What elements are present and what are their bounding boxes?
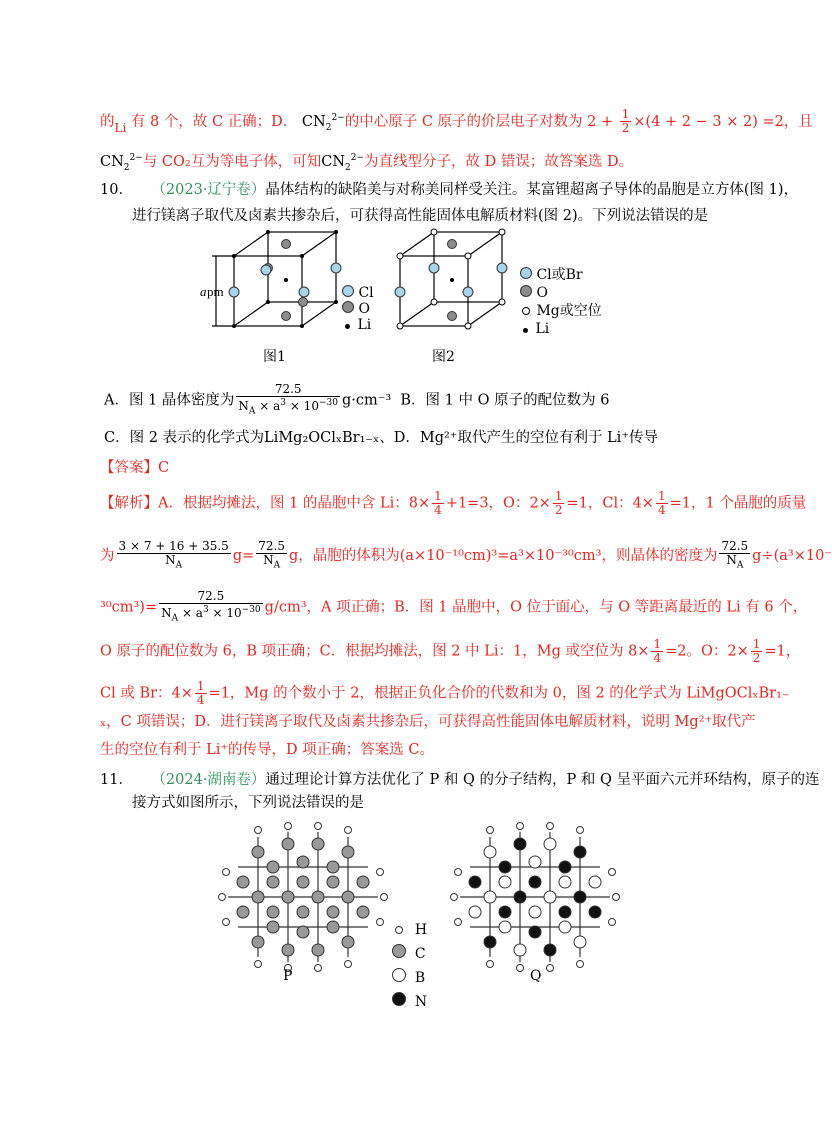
- q10-stem-line-2: 进行镁离子取代及卤素共掺杂后，可获得高性能固体电解质材料(图 2)。下列说法错误的是: [132, 208, 709, 224]
- molecule-q: [450, 822, 620, 972]
- explanation-line-3: ³⁰cm³)= $\frac{72.5}{N_A \times a^3 \times 10^{-30}}$ g/cm³，A 项正确；B．图 1 晶胞中，O 位于面心，与 O 等距离最近的 Li 有 6 个，: [100, 589, 808, 624]
- explanation-line-6: ₓ，C 项错误；D．进行镁离子取代及卤素共掺杂后，可获得高性能固体电解质材料，说明 Mg²⁺取代产: [100, 714, 756, 730]
- answer: 【答案】C: [100, 460, 170, 476]
- explanation-line-7: 生的空位有利于 Li⁺的传导，D 项正确；答案选 C。: [100, 742, 434, 758]
- figure-1-legend: Cl O Li: [342, 285, 374, 333]
- apm-unit: pm: [207, 284, 224, 299]
- option-a-b: A．图 1 晶体密度为 $\frac{72.5}{N_A \times a^3 \times 10^{-30}}$ g·cm⁻³ B．图 1 中 O 原子的配位数为 6: [104, 382, 610, 417]
- apm-label: a: [200, 284, 207, 299]
- figure-2-caption: 图2: [432, 349, 455, 365]
- label-p: P: [283, 968, 293, 984]
- molecule-legend: H C B N: [392, 918, 427, 1014]
- prev-line-2: $CN_2^{2-}$与 CO₂互为等电子体，可知$CN_2^{2-}$为直线型分子，故 D 错误；故答案选 D。: [100, 153, 634, 173]
- molecule-p: [218, 822, 388, 972]
- figure-2-unit-cell: [390, 228, 520, 340]
- q11-stem-line-1: 11． （2024·湖南卷）通过理论计算方法优化了 P 和 Q 的分子结构，P 和 Q 呈平面六元并环结构，原子的连: [100, 772, 820, 788]
- figure-1-caption: 图1: [263, 349, 286, 365]
- explanation-line-2: 为 $\frac{3 \times 7 + 16 + 35.5}{N_A}$ g= $\frac{72.5}{N_A}$ g，晶胞的体积为(a×10⁻¹⁰cm)³=a³×10⁻³⁰cm³，则晶体的密度为 $\frac{72.5}{N_A}$ g÷(a³×10⁻: [100, 539, 832, 571]
- explanation-line-5: Cl 或 Br：4× $\frac{1}{4}$ =1，Mg 的个数小于 2，根据正负化合价的代数和为 0，图 2 的化学式为 LiMgOClₓBr₁₋: [100, 679, 790, 707]
- prev-line-1: 的$_{Li}$ 有 8 个，故 C 正确；D． $CN_2^{2-}$的中心原子 C 原子的价层电子对数为 2 + $\frac{1}{2}$ ×(4 + 2 − 3 × 2) =2，且: [100, 107, 813, 136]
- figure-2-legend: Cl或Br O Mg或空位 Li: [520, 266, 602, 338]
- q10-stem-line-1: 10． （2023·辽宁卷）晶体结构的缺陷美与对称美同样受关注。某富锂超离子导体的晶胞是立方体(图 1)，: [100, 182, 799, 198]
- explanation-line-4: O 原子的配位数为 6，B 项正确；C．根据均摊法，图 2 中 Li：1，Mg 或空位为 8× $\frac{1}{4}$ =2。O：2× $\frac{1}{2}$ =1，: [100, 637, 801, 665]
- label-q: Q: [530, 968, 542, 984]
- explanation-line-1: 【解析】A．根据均摊法，图 1 的晶胞中含 Li：8× $\frac{1}{4}$ +1=3，O：2× $\frac{1}{2}$ =1，Cl：4× $\frac{1}{4}$ =1，1 个晶胞的质量: [100, 489, 807, 517]
- q11-stem-line-2: 接方式如图所示，下列说法错误的是: [132, 795, 364, 811]
- option-c-d: C．图 2 表示的化学式为LiMg₂OClₓBr₁₋ₓ、D．Mg²⁺取代产生的空位有利于 Li⁺传导: [104, 430, 658, 446]
